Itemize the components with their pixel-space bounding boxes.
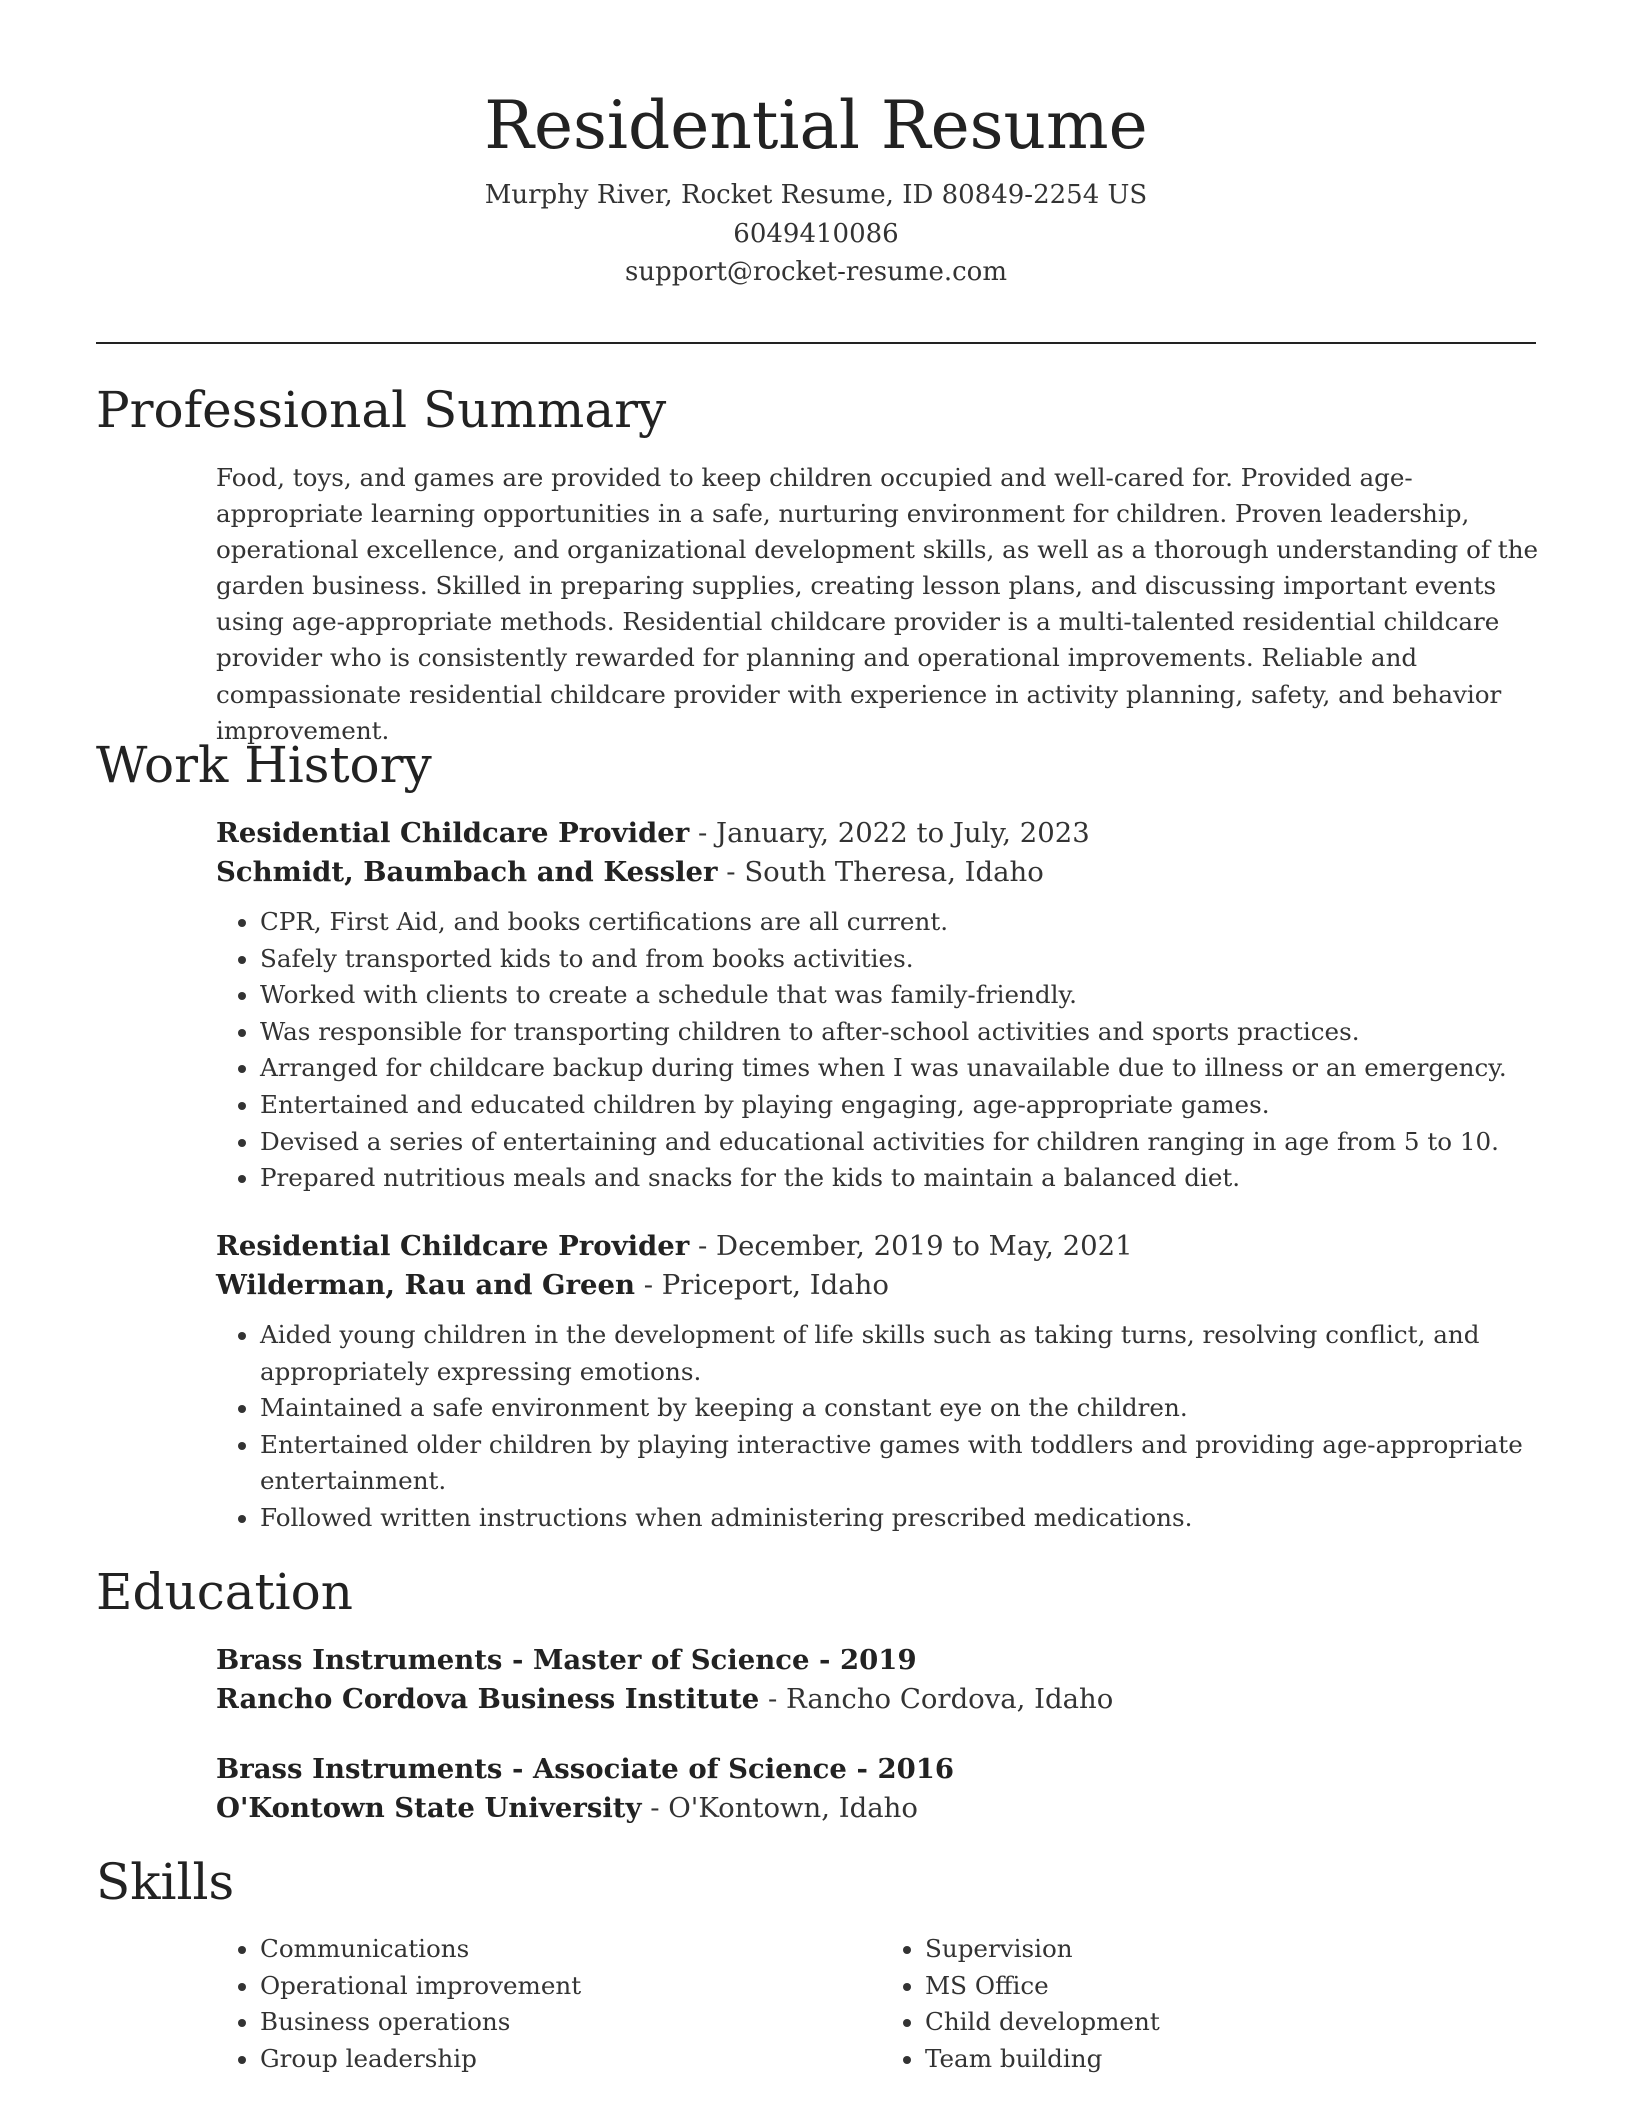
job-bullet: • CPR, First Aid, and books certifications are all current.: [260, 904, 1546, 941]
email: support@rocket-resume.com: [624, 257, 1007, 287]
education-heading: Education: [96, 1563, 353, 1621]
job-company-line: [216, 853, 1546, 892]
skill-item: • Group leadership: [260, 2041, 881, 2078]
phone: 6049410086: [733, 218, 899, 249]
education-location: - Rancho Cordova, Idaho: [759, 1683, 1114, 1715]
job-company: Schmidt, Baumbach and Kessler: [216, 856, 718, 888]
skill-item: • Operational improvement: [260, 1968, 881, 2005]
education-school: Rancho Cordova Business Institute: [216, 1683, 760, 1715]
education-degree-line: [216, 1641, 1546, 1680]
job-company: Wilderman, Rau and Green: [216, 1269, 636, 1301]
skill-item: • Child development: [925, 2004, 1546, 2041]
education-school-line: [216, 1680, 1546, 1719]
summary-section: [216, 460, 1546, 749]
resume-header: [96, 78, 1536, 292]
job-bullet: • Arranged for childcare backup during times when I was unavailable due to illness or an emergency.: [260, 1050, 1546, 1087]
education-entry: [216, 1750, 1546, 1828]
job-entry: [216, 814, 1546, 1197]
education-location: - O'Kontown, Idaho: [641, 1792, 918, 1824]
job-bullet: • Devised a series of entertaining and educational activities for children ranging in age from 5 to 10.: [260, 1124, 1546, 1161]
skills-heading: Skills: [96, 1853, 235, 1911]
job-bullet: • Was responsible for transporting children to after-school activities and sports practices.: [260, 1014, 1546, 1051]
skill-item: • MS Office: [925, 1968, 1546, 2005]
skill-item: • Team building: [925, 2041, 1546, 2078]
job-company-line: [216, 1266, 1546, 1305]
job-title-line: [216, 1227, 1546, 1266]
education-school-line: [216, 1789, 1546, 1828]
job-bullet: • Maintained a safe environment by keeping a constant eye on the children.: [260, 1390, 1546, 1427]
skill-item: • Supervision: [925, 1931, 1546, 1968]
job-bullet: • Prepared nutritious meals and snacks for the kids to maintain a balanced diet.: [260, 1160, 1546, 1197]
job-bullets: [216, 904, 1546, 1197]
summary-text: Food, toys, and games are provided to keep children occupied and well-cared for. Provided age-appropriate learning opportunities in a safe, nurturing environment for children. Proven leadership, operational excellence, and organizational development skills, as well as a thorough understanding of the garden business. Skilled in preparing supplies, creating lesson plans, and discussing important events using age-appropriate methods. Residential childcare provider is a multi-talented residential childcare provider who is consistently rewarded for planning and operational improvements. Reliable and compassionate residential childcare provider with experience in activity planning, safety, and behavior improvement.: [216, 463, 1539, 745]
job-bullets: [216, 1317, 1546, 1537]
job-location: - Priceport, Idaho: [635, 1269, 889, 1301]
education-entry: [216, 1641, 1546, 1719]
skills-column-left: [216, 1931, 881, 2077]
education-degree-line: [216, 1750, 1546, 1789]
education-school: O'Kontown State University: [216, 1792, 642, 1824]
job-dates: - December, 2019 to May, 2021: [689, 1230, 1133, 1262]
job-location: - South Theresa, Idaho: [717, 856, 1044, 888]
job-bullet: • Aided young children in the development of life skills such as taking turns, resolving conflict, and appropriately expressing emotions.: [260, 1317, 1546, 1390]
summary-heading: Professional Summary: [96, 381, 667, 439]
skills-list: [216, 1931, 1546, 2077]
skill-item: • Communications: [260, 1931, 881, 1968]
job-bullet: • Safely transported kids to and from books activities.: [260, 941, 1546, 978]
skill-item: • Business operations: [260, 2004, 881, 2041]
resume-title: Residential Resume: [484, 87, 1148, 164]
address: Murphy River, Rocket Resume, ID 80849-2254 US: [484, 180, 1148, 210]
header-divider: [96, 342, 1536, 344]
job-entry: [216, 1227, 1546, 1537]
job-title-line: [216, 814, 1546, 853]
job-bullet: • Entertained and educated children by playing engaging, age-appropriate games.: [260, 1087, 1546, 1124]
job-bullet: • Entertained older children by playing interactive games with toddlers and providing age-appropriate entertainment.: [260, 1427, 1546, 1500]
job-dates: - January, 2022 to July, 2023: [689, 817, 1090, 849]
job-bullet: • Followed written instructions when administering prescribed medications.: [260, 1500, 1546, 1537]
job-title: Residential Childcare Provider: [216, 817, 690, 849]
job-title: Residential Childcare Provider: [216, 1230, 690, 1262]
job-bullet: • Worked with clients to create a schedule that was family-friendly.: [260, 977, 1546, 1014]
work-history-heading: Work History: [96, 736, 432, 794]
education-degree: Brass Instruments - Associate of Science - 2016: [216, 1753, 955, 1785]
skills-column-right: [881, 1931, 1546, 2077]
education-degree: Brass Instruments - Master of Science - 2019: [216, 1644, 917, 1676]
